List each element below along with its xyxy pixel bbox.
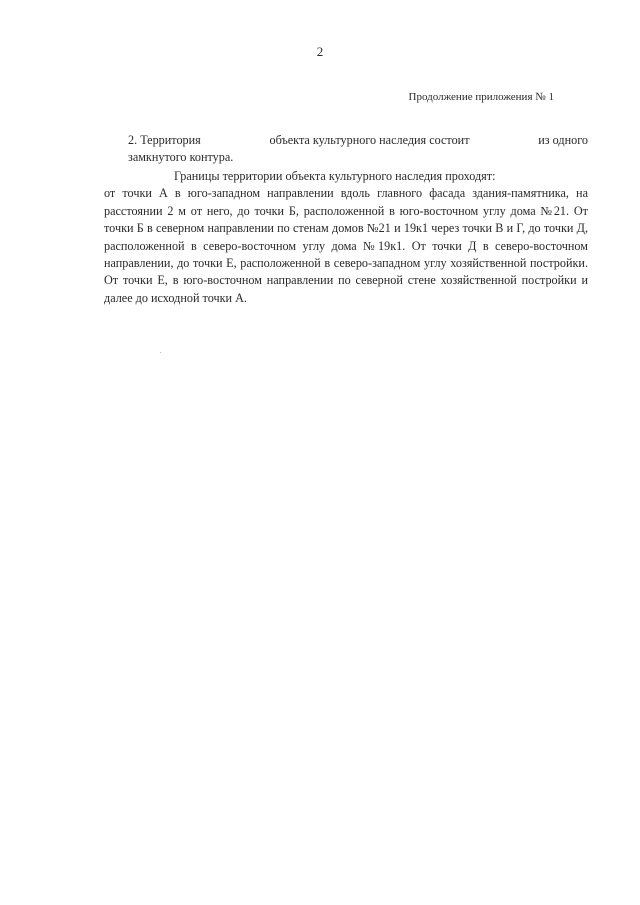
appendix-continuation-note: Продолжение приложения № 1 (408, 91, 554, 103)
territory-item-word: Территория (140, 133, 201, 147)
page-number: 2 (316, 44, 324, 59)
territory-item-right: из одного (538, 133, 588, 147)
territory-item (128, 132, 588, 166)
boundaries-paragraph (104, 168, 588, 307)
territory-item-number: 2. (128, 133, 138, 147)
territory-item-lead (128, 132, 201, 149)
scan-speck (160, 352, 161, 353)
territory-item-line-1 (128, 132, 588, 149)
boundaries-body: от точки А в юго-западном направлении вдоль главного фасада здания-памятника, на расстоянии 2 м от него, до точки Б, расположенной в юго-восточном углу дома №21. От точки Б в северном направлении по стенам домов №21 и 19к1 через точки В и Г, до точки Д, расположенной в северо-восточном углу дома №19к1. От точки Д в северо-восточном направлении, до точки Е, расположенной в северо-западном углу хозяйственной постройки. От точки Е, в юго-восточном направлении по северной стене хозяйственной постройки и далее до исходной точки А. (104, 186, 588, 305)
territory-item-middle: объекта культурного наследия состоит (269, 133, 470, 147)
boundaries-lead: Границы территории объекта культурного наследия проходят: (174, 169, 496, 183)
territory-item-line-2: замкнутого контура. (128, 150, 234, 164)
